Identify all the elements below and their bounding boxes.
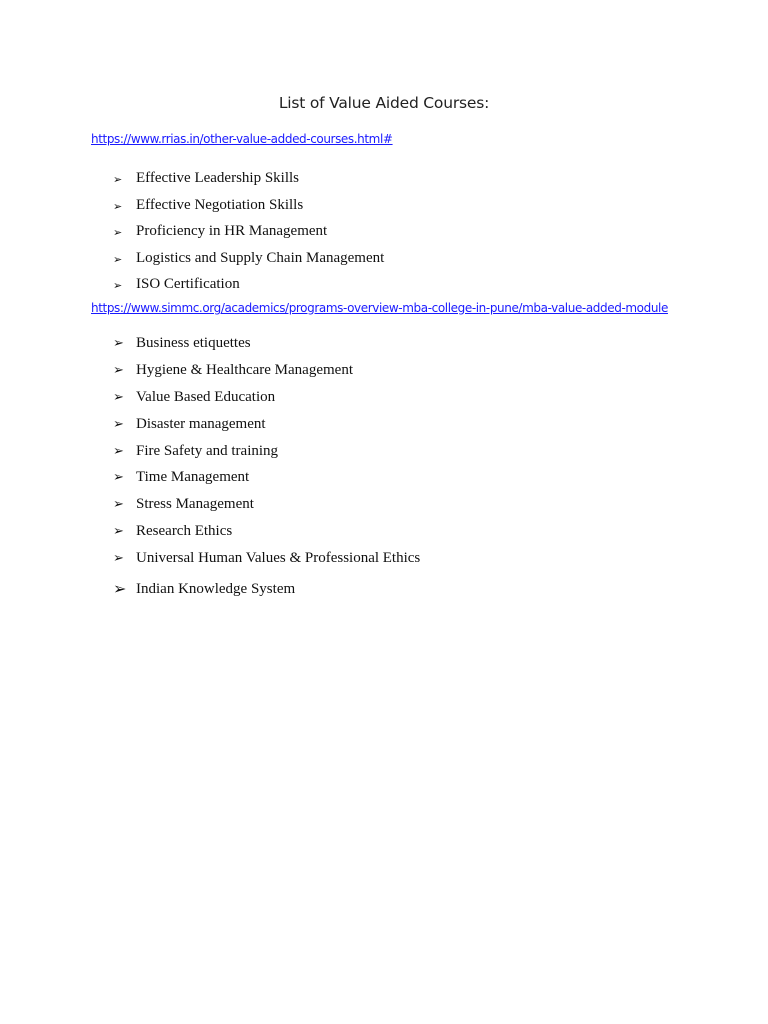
arrow-bullet-icon: ➢ — [113, 551, 124, 566]
arrow-bullet-icon: ➢ — [113, 390, 124, 405]
course-name: Time Management — [136, 469, 250, 485]
course-name: Disaster management — [136, 416, 266, 432]
course-name: Indian Knowledge System — [136, 581, 296, 597]
course-name: Stress Management — [136, 496, 254, 512]
arrow-bullet-icon: ➢ — [113, 336, 124, 351]
course-name: Value Based Education — [136, 389, 276, 405]
arrow-bullet-icon: ➢ — [113, 497, 124, 512]
course-name: Logistics and Supply Chain Management — [136, 250, 385, 266]
simmc-value-added-module-link[interactable]: https://www.simmc.org/academics/programs-overview-mba-college-in-pune/mba-value-added-module — [91, 301, 668, 315]
arrow-bullet-icon: ➢ — [113, 253, 123, 266]
arrow-bullet-icon: ➢ — [113, 200, 123, 213]
arrow-bullet-icon: ➢ — [113, 226, 123, 239]
course-name: Fire Safety and training — [136, 443, 279, 459]
arrow-bullet-icon: ➢ — [113, 363, 124, 378]
arrow-bullet-icon: ➢ — [113, 279, 123, 292]
course-name: Research Ethics — [136, 523, 233, 539]
document-title: List of Value Aided Courses: — [278, 94, 490, 112]
arrow-bullet-icon: ➢ — [113, 470, 124, 485]
course-name: Business etiquettes — [136, 335, 251, 351]
course-name: Hygiene & Healthcare Management — [136, 362, 353, 378]
course-name: Proficiency in HR Management — [136, 223, 328, 239]
course-name: Effective Negotiation Skills — [136, 197, 304, 213]
arrow-bullet-icon: ➢ — [113, 524, 124, 539]
course-name: Effective Leadership Skills — [136, 170, 300, 186]
arrow-bullet-icon: ➢ — [113, 173, 123, 186]
arrow-bullet-icon: ➢ — [113, 579, 127, 598]
arrow-bullet-icon: ➢ — [113, 417, 124, 432]
rrias-courses-link[interactable]: https://www.rrias.in/other-value-added-courses.html# — [91, 132, 393, 146]
course-name: Universal Human Values & Professional Ethics — [136, 550, 421, 566]
course-name: ISO Certification — [136, 276, 240, 292]
arrow-bullet-icon: ➢ — [113, 444, 124, 459]
